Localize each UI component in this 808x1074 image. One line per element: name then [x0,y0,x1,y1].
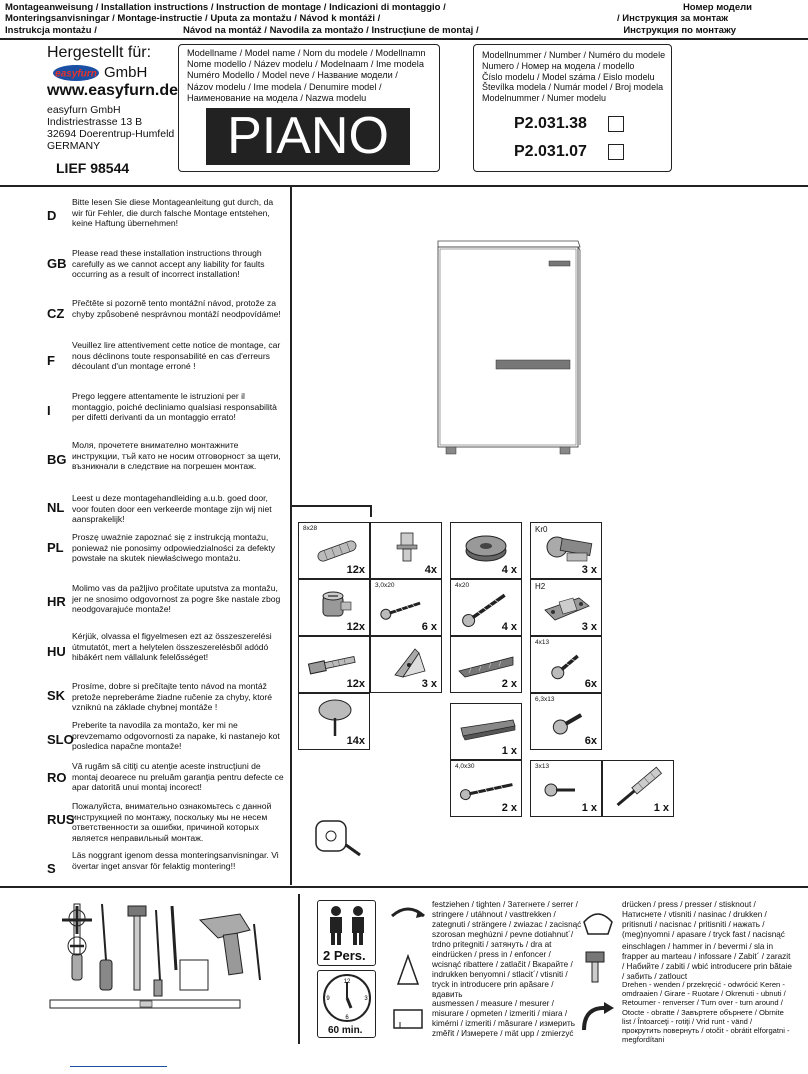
measure-icon [388,1000,428,1036]
parts-bracket-tick [370,505,372,517]
ring-icon [461,529,511,569]
part-cam[interactable] [298,579,370,636]
part-label: 8x28 [303,525,318,532]
header-right-2: / Инструкция за монтаж [617,13,728,25]
part-peg[interactable] [370,522,442,579]
model-number-box [473,44,672,172]
logo-text: easyfurn [55,68,97,80]
part-label: 4,0x30 [455,763,475,770]
turn-over-icon [578,1000,618,1038]
part-label: H2 [535,582,546,591]
part-bolt[interactable] [298,636,370,693]
header-divider [0,38,808,40]
model-number-label-4: Števílka modela / Numár model / Broj modela [482,82,664,93]
cam-icon [313,586,357,626]
angle-bracket-icon [385,641,429,681]
model-name-label-4: Názov modelu / Ime modela / Denumire model / [187,81,382,92]
desc-tighten: festziehen / tighten / Затегнете / serrer / stringere / utáhnout / vasttrekken / zategnuti / strängere / zwiazac / zacisnąć szorosan meghúzni / pevne dotiahnut´/ trdno pritegniti / затянуть / dra at [432,900,582,949]
part-screw-4x13[interactable] [530,636,602,693]
svg-text:12: 12 [343,979,351,985]
lang-code-rus: RUS [47,812,75,827]
part-screw-3x20[interactable] [370,579,442,636]
drill-bit-small-icon [254,924,260,980]
part-screw-4x20[interactable] [450,579,522,636]
svg-text:9: 9 [326,996,330,1002]
model-number-label-1: Modellnummer / Number / Numéro du modele [482,50,666,60]
part-qty: 2 x [501,678,517,690]
desc-hammer-in: einschlagen / hammer in / bevermi / sla in frapper au marteau / infossare / Zabit´ / zarazit / Набийте / zabiti / wbić introducere prin bătaie / забить / zatlouct [622,942,792,981]
lang-code-pl: PL [47,540,64,555]
lang-code-s: S [47,861,56,876]
part-screw-4x30[interactable] [450,760,522,817]
cabinet-drawing [430,240,590,480]
part-qty: 6x [584,678,597,690]
header-right-1: Номер модели [682,2,752,13]
part-qty: 3 x [421,678,437,690]
cross-icon [62,906,92,934]
part-ring[interactable] [450,522,522,579]
vertical-divider [290,185,292,885]
lang-text-ro: Vă rugăm să citiţi cu atenţie aceste instrucţiuni de montaj deoarece nu preluăm garanţia pentru defecte ce apar datorită unui montaj incorect! [72,761,284,793]
lang-code-d: D [47,208,57,223]
screwdriver-flat-icon [100,904,112,990]
lang-text-f: Veuillez lire attentivement cette notice de montage, car nous déclinons toute responsabilité en cas d'erreurs découlant d'un montage erroné ! [72,340,281,372]
lang-text-pl: Proszę uważnie zapoznać się z instrukcją montażu, ponieważ nie ponosimy odpowiedzialności za defekty powstałe na skutek niewłaściwego montażu. [72,532,276,564]
part-label: 3x13 [535,763,550,770]
persons-box [317,900,376,966]
part-handle[interactable] [450,703,522,760]
lang-code-slo: SLO [47,732,74,747]
part-qty: 4 x [501,564,517,576]
model-number-1: P2.031.38 [514,115,587,132]
header-line-2: Monteringsanvisningar / Montage-instructie / Uputa za montažu / Návod k montáži / [5,13,381,25]
part-qty: 6x [584,735,597,747]
part-qty: 3 x [581,621,597,633]
website: www.easyfurn.de [47,82,178,99]
section-divider-bottom [0,886,808,888]
persons-count: 2 Pers. [323,948,366,963]
part-plate[interactable] [530,579,602,636]
footer-line [70,1066,167,1067]
awl-icon [154,910,162,996]
part-qty: 14x [346,735,365,747]
part-label: 6,3x13 [535,696,555,703]
assembly-time: 60 min. [328,1025,363,1036]
lang-text-i: Prego leggere attentamente le istruzioni per il montaggio, poiché decliniamo qualsiasi responsabilità per difetti derivanti da un montaggio errato! [72,391,277,423]
part-qty: 12x [346,621,365,633]
part-foot[interactable] [298,693,370,750]
part-dowel[interactable] [298,522,370,579]
lang-code-f: F [47,353,55,368]
spirit-level-icon [50,1000,240,1008]
part-qty: 1 x [581,802,597,814]
lang-text-slo: Preberite ta navodila za montažo, ker mi ne prevzemamo odgovornosti za napake, ki nastanejo kot posledica napačne montaže! [72,720,280,752]
hammer-icon [128,906,146,990]
desc-measure: ausmessen / measure / mesurer / misurare / opmeten / izmeriti / miara / kimérni / izmeriti / măsurare / измерить změřit / Измерете / mät upp / zmierzyć [432,999,576,1038]
lang-text-nl: Leest u deze montagehandleiding a.u.b. goed door, voor fouten door een verkeerde montage zijn wij niet aansprakelijk! [72,493,272,525]
press-in-icon [388,950,428,990]
parts-bracket-line [290,505,370,507]
lang-code-gb: GB [47,256,67,271]
lang-text-bg: Моля, прочетете внимателно монтажните инструкции, тъй като не носим отговорност за щети, възникнали в следствие на погрешен монтаж. [72,440,281,472]
part-screw-6x13[interactable] [530,693,602,750]
handle-icon [457,714,517,744]
lang-text-s: Läs noggrant igenom dessa monteringsanvisningar. Vi övertar inget ansvar för felaktig montering!! [72,850,279,871]
press-icon [578,902,618,938]
part-anchor[interactable] [602,760,674,817]
desc-turn-over: Drehen - wenden / przekręcić - odwrócić Keren - omdraaien / Girare - Ruotare / Okrenuti - ubnuti / Retourner - renverser / Turn over - turn around / Otocte - obratte / Завъртете обърнете / Obrnite list / Întoarceţi - rotiţi / Vrid runt - vänd / прокрутить повернуть / otočit - obrátit elforgatni - megfordítani [622,980,790,1045]
model-number-label-5: Modelnummer / Numer modelu [482,93,607,104]
part-qty: 4 x [501,621,517,633]
screw-icon [377,594,427,624]
part-bracket[interactable] [370,636,442,693]
lang-code-cz: CZ [47,306,65,321]
lang-code-nl: NL [47,500,65,515]
model-number-label-2: Numero / Номер на модела / modello [482,60,635,71]
part-qty: 12x [346,678,365,690]
bottom-divider-1 [298,894,300,1044]
lang-code-bg: BG [47,452,67,467]
part-qty: 2 x [501,802,517,814]
logo-icon [52,64,100,82]
clock-icon [321,972,373,1024]
checkbox-model-1[interactable] [608,116,624,132]
part-qty: 4x [424,564,437,576]
model-name-label-3: Numéro Modello / Model neve / Название модели / [187,70,398,81]
model-name-label-1: Modellname / Model name / Nom du modele / Modellnamn [187,48,426,58]
part-label: 4x13 [535,639,550,646]
checkbox-model-2[interactable] [608,144,624,160]
model-name-box [178,44,440,172]
lang-code-ro: RO [47,770,67,785]
screw-icon [457,775,517,805]
part-hinge[interactable] [530,522,602,579]
two-persons-icon [322,905,372,945]
gmbh-label: GmbH [104,64,148,81]
model-name-label-5: Наименование на модела / Nazwa modelu [187,92,367,103]
tools-illustration [40,900,280,1020]
tighten-icon [388,902,428,930]
header-line-3: Instrukcja montażu / [5,24,97,36]
wedge-icon [457,651,517,681]
dustpan-icon [180,960,208,990]
part-wedge[interactable] [450,636,522,693]
part-screw-3x13[interactable] [530,760,602,817]
time-box [317,970,376,1038]
desc-press-in: eindrücken / press in / enfoncer / wcisnąć ribattere / zatlačit / Вкарайте / indrukken benyomni / stlacit´/ vtisniti / tryck in introducere prin apăsare / вдавить [432,950,573,999]
section-divider-top [0,185,808,187]
address-line-1: easyfurn GmbH [47,104,121,116]
part-qty: 1 x [501,745,517,757]
part-qty: 3 x [581,564,597,576]
tape-measure-icon [312,815,362,859]
part-label: 3,0x20 [375,582,395,589]
part-qty: 12x [346,564,365,576]
header-right-3: Инструкция по монтажу [623,24,736,36]
address-line-4: GERMANY [47,140,101,152]
lang-text-sk: Prosíme, dobre si prečítajte tento návod na montáž pretože nepreberáme žiadne ručenie za chyby, ktoré vzniknú na základe chybnej montáže ! [72,681,272,713]
lang-text-d: Bitte lesen Sie diese Montageanleitung gut durch, da wir für Fehler, die durch falsche Montage entstehen, keine Haftung übernehmen! [72,197,274,229]
header-line-1: Montageanweisung / Installation instructions / Instruction de montage / Indicazioni di montaggio / [5,2,446,13]
lang-text-rus: Пожалуйста, внимательно ознакомьтесь с данной инструкцией по монтажу, поскольку мы не несем ответственности за ошибки, причиной которых является неправильный монтаж. [72,801,272,843]
part-qty: 6 x [421,621,437,633]
address-line-3: 32694 Doerentrup-Humfeld [47,128,175,140]
hammer-in-icon [578,948,618,984]
part-label: Kr0 [535,525,548,534]
header-line-3-mid: Návod na montáž / Navodila za montažo / Instrucţiune de montaj / [183,24,479,36]
lang-text-gb: Please read these installation instructions through carefully as we cannot accept any liability for faults occurring as a result of incorrect installation! [72,248,265,280]
model-number-label-3: Číslo modelu / Model száma / Eislo modelu [482,71,655,82]
model-name-label-2: Nome modello / Název modelu / Modelnaam / Ime modela [187,59,424,70]
lang-code-sk: SK [47,688,66,703]
lang-text-hu: Kérjük, olvassa el figyelmesen ezt az összeszerelési útmutatót, mert a helytelen összeszerelésből adódó hibákért nem vállalunk felelősséget! [72,631,272,663]
model-name: PIANO [206,108,410,165]
connector-bolt-icon [305,649,361,679]
model-number-2: P2.031.07 [514,143,587,160]
screw-icon [547,645,587,685]
address-line-2: Indistriestrasse 13 B [47,116,143,128]
lief-number: LIEF 98544 [56,160,130,176]
glide-foot-icon [311,696,361,740]
svg-text:6: 6 [345,1015,349,1021]
screw-icon [543,775,583,805]
made-for-label: Hergestellt für: [47,44,152,61]
lang-text-hr: Molimo vas da pažljivo pročitate uputstva za montažu, jer ne snosimo odgovornost za pogre ške nastale zbog neodgovarajuće montaže! [72,583,281,615]
lang-code-hr: HR [47,594,66,609]
part-qty: 1 x [653,802,669,814]
peg-icon [387,527,427,567]
svg-text:3: 3 [364,996,368,1002]
desc-press: drücken / press / presser / stisknout / Натиснете / vtisniti / nasinac / drukken / pritisnuti / nacisnac / pritisniti / нажать / (meg)nyomni / apasare / tryck fast / nacisnąć [622,900,785,939]
part-label: 4x20 [455,582,470,589]
hinge-icon [541,529,597,569]
screw-icon [549,704,589,740]
lang-code-i: I [47,403,51,418]
lang-text-cz: Přečtěte si pozorně tento montážní návod, protože za chyby způsobené nesprávnou montáží neodpovídáme! [72,298,281,319]
lang-code-hu: HU [47,644,66,659]
drill-bit-icon [172,906,176,970]
